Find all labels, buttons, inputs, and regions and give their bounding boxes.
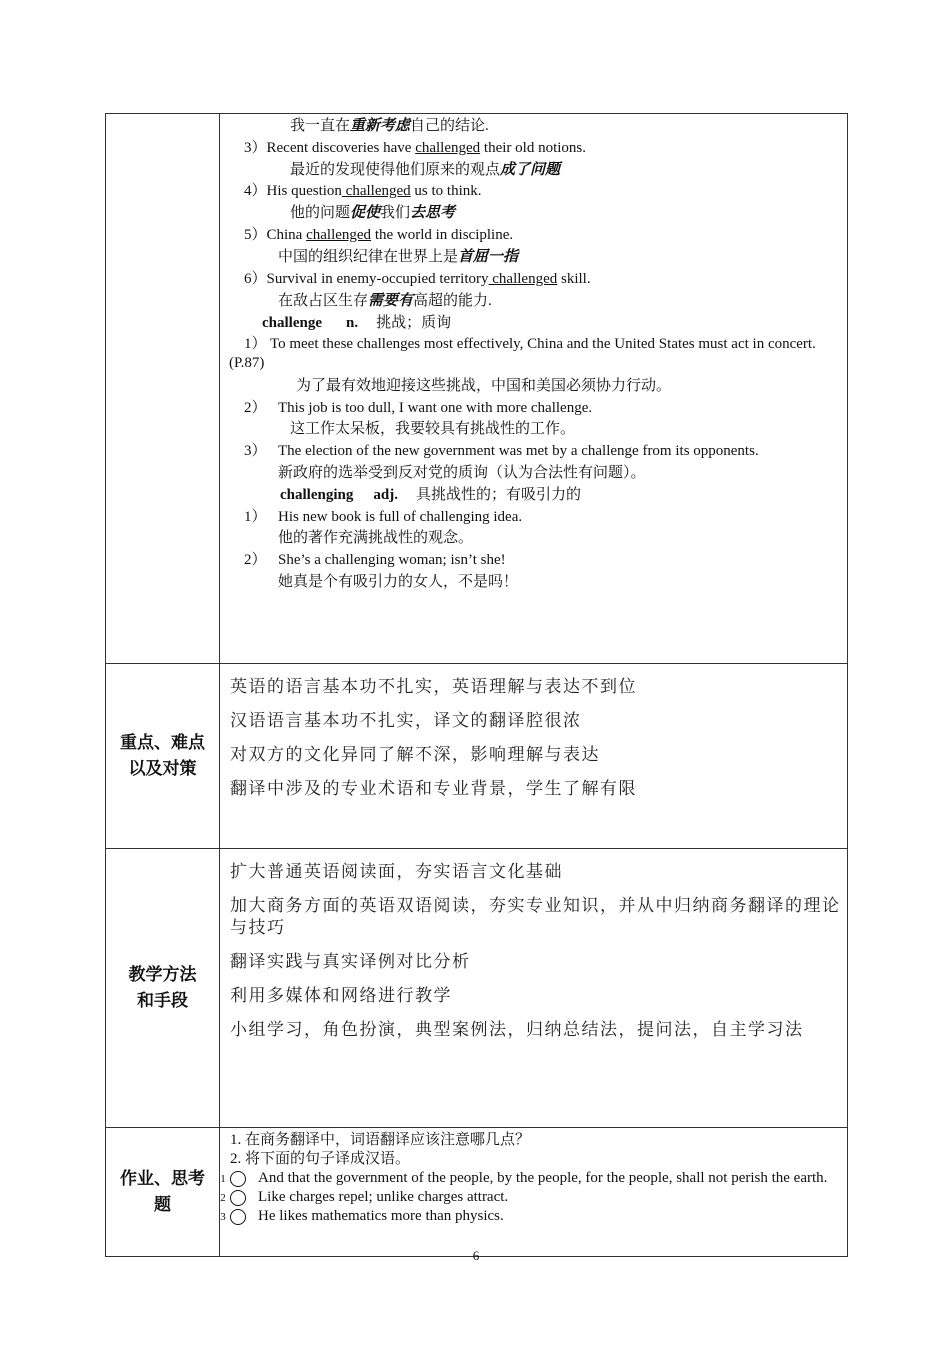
lesson-plan-table <box>105 113 848 1257</box>
list-item: 利用多媒体和网络进行教学 <box>230 986 452 1006</box>
table-row <box>106 849 848 1128</box>
sentence-item: 1 And that the government of the people, by the people, for the people, shall not perish the earth. <box>220 1170 828 1186</box>
example-line: 她真是个有吸引力的女人，不是吗！ <box>278 574 519 590</box>
page-number: 6 <box>472 1248 480 1263</box>
sentence-item: 2 Like charges repel; unlike charges attract. <box>220 1189 509 1205</box>
question-item: 1. 在商务翻译中，词语翻译应该注意哪几点？ <box>230 1132 531 1148</box>
table-row <box>106 664 848 849</box>
example-line: 最近的发现使得他们原来的观点成了问题 <box>290 162 561 178</box>
list-item: 翻译中涉及的专业术语和专业背景，学生了解有限 <box>230 779 637 799</box>
empty-label-cell <box>106 114 220 664</box>
list-item: 加大商务方面的英语双语阅读，夯实专业知识，并从中归纳商务翻译的理论与技巧 <box>230 896 841 938</box>
example-line: 6）Survival in enemy-occupied territory challenged skill. <box>244 271 591 287</box>
list-item: 汉语语言基本功不扎实，译文的翻译腔很浓 <box>230 711 582 731</box>
homework-label: 作业、思考 题 <box>106 1128 220 1257</box>
example-line: 4）His question challenged us to think. <box>244 183 482 199</box>
example-line: 3） The election of the new government was met by a challenge from its opponents. <box>244 443 759 459</box>
example-line: 3）Recent discoveries have challenged their old notions. <box>244 140 586 156</box>
circled-number-1: 1 <box>230 1171 246 1187</box>
word-heading: challenge n. 挑战；质询 <box>262 315 452 331</box>
list-item: 英语的语言基本功不扎实，英语理解与表达不到位 <box>230 677 637 697</box>
list-item: 翻译实践与真实译例对比分析 <box>230 952 471 972</box>
vocabulary-examples-cell <box>220 114 848 664</box>
example-line: 1） To meet these challenges most effectively, China and the United States must act in concert.(P.87) <box>229 336 816 371</box>
example-line: 5）China challenged the world in discipline. <box>244 227 514 243</box>
list-item: 扩大普通英语阅读面，夯实语言文化基础 <box>230 862 563 882</box>
example-line: 2） She’s a challenging woman; isn’t she! <box>244 552 506 568</box>
circled-number-3: 3 <box>230 1209 246 1225</box>
circled-number-2: 2 <box>230 1190 246 1206</box>
example-line: 为了最有效地迎接这些挑战，中国和美国必须协力行动。 <box>296 378 672 394</box>
teaching-methods-label: 教学方法 和手段 <box>106 849 220 1128</box>
table-row <box>106 1128 848 1257</box>
table-row <box>106 114 848 664</box>
example-line: 他的问题促使我们去思考 <box>290 205 456 221</box>
question-item: 2. 将下面的句子译成汉语。 <box>230 1151 411 1167</box>
key-difficulties-label: 重点、难点 以及对策 <box>106 664 220 849</box>
example-line: 新政府的选举受到反对党的质询（认为合法性有问题）。 <box>278 465 646 481</box>
word-heading: challenging adj. 具挑战性的；有吸引力的 <box>280 487 581 503</box>
example-line: 2） This job is too dull, I want one with more challenge. <box>244 400 593 416</box>
list-item: 对双方的文化异同了解不深，影响理解与表达 <box>230 745 600 765</box>
example-line: 他的著作充满挑战性的观念。 <box>278 530 474 546</box>
sentence-item: 3 He likes mathematics more than physics. <box>220 1208 504 1224</box>
example-line: 这工作太呆板，我要较具有挑战性的工作。 <box>290 421 576 437</box>
teaching-methods-cell <box>220 849 848 1128</box>
homework-cell <box>220 1128 848 1257</box>
example-line: 1） His new book is full of challenging idea. <box>244 509 523 525</box>
example-line: 中国的组织纪律在世界上是首屈一指 <box>278 249 519 265</box>
list-item: 小组学习，角色扮演，典型案例法，归纳总结法，提问法，自主学习法 <box>230 1020 804 1040</box>
example-line: 在敌占区生存需要有高超的能力. <box>278 293 492 309</box>
example-line: 我一直在重新考虑自己的结论. <box>290 118 489 134</box>
key-difficulties-cell <box>220 664 848 849</box>
